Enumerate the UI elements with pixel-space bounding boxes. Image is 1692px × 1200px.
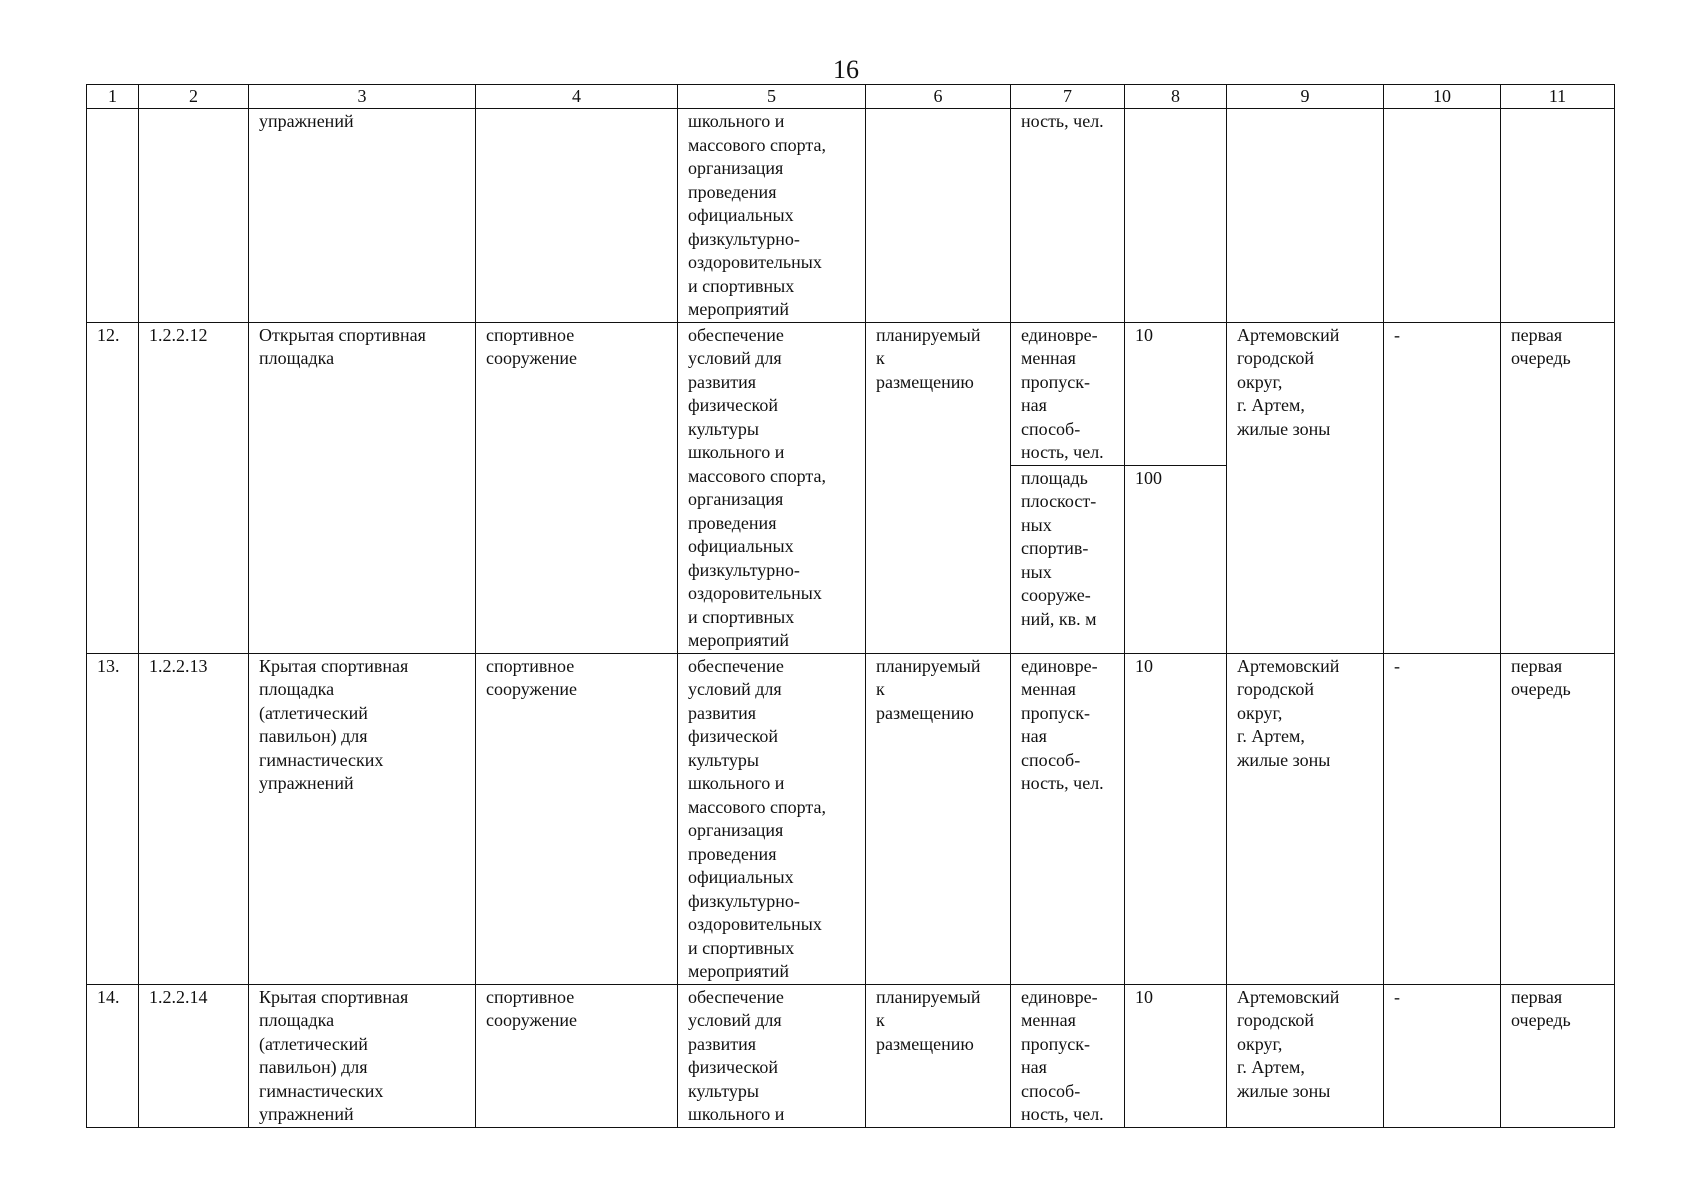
table-row [87,653,1615,984]
column-number: 1 [87,85,139,109]
column-number-row [87,85,1615,109]
cell-status: планируемый к размещению [866,984,1011,1127]
cell-number: 14. [87,984,139,1127]
cell-col10: - [1384,984,1501,1127]
table-row [87,984,1615,1127]
cell-number: 13. [87,653,139,984]
cell-col10: - [1384,653,1501,984]
column-number: 5 [678,85,866,109]
cell-code [139,109,249,323]
column-number: 6 [866,85,1011,109]
cell-col10: - [1384,322,1501,653]
cell-number: 12. [87,322,139,653]
cell-parameter: единовре- менная пропуск- ная способ- ность, чел. [1011,322,1125,465]
page-number: 16 [833,55,859,84]
cell-code: 1.2.2.13 [139,653,249,984]
cell-value: 10 [1125,322,1227,465]
cell-stage: первая очередь [1501,984,1615,1127]
cell-value: 100 [1125,465,1227,653]
cell-number [87,109,139,323]
column-number: 9 [1227,85,1384,109]
column-number: 4 [476,85,678,109]
cell-name: упражнений [249,109,476,323]
cell-purpose: школьного и массового спорта, организация проведения официальных физкультурно- оздоровительных и спортивных мероприятий [678,109,866,323]
cell-location: Артемовский городской округ, г. Артем, жилые зоны [1227,653,1384,984]
cell-parameter: площадь плоскост- ных спортив- ных сооруже- ний, кв. м [1011,465,1125,653]
cell-parameter: единовре- менная пропуск- ная способ- ность, чел. [1011,653,1125,984]
column-number: 10 [1384,85,1501,109]
cell-purpose: обеспечение условий для развития физической культуры школьного и массового спорта, организация проведения официальных физкультурно- оздоровительных и спортивных мероприятий [678,322,866,653]
cell-purpose: обеспечение условий для развития физической культуры школьного и массового спорта, организация проведения официальных физкультурно- оздоровительных и спортивных мероприятий [678,653,866,984]
cell-status: планируемый к размещению [866,322,1011,653]
table-row [87,322,1615,465]
cell-value [1125,109,1227,323]
cell-stage: первая очередь [1501,653,1615,984]
cell-location: Артемовский городской округ, г. Артем, жилые зоны [1227,322,1384,653]
cell-code: 1.2.2.14 [139,984,249,1127]
cell-name: Крытая спортивная площадка (атлетический павильон) для гимнастических упражнений [249,653,476,984]
cell-name: Крытая спортивная площадка (атлетический павильон) для гимнастических упражнений [249,984,476,1127]
cell-purpose: обеспечение условий для развития физической культуры школьного и [678,984,866,1127]
cell-kind: спортивное сооружение [476,984,678,1127]
column-number: 8 [1125,85,1227,109]
cell-name: Открытая спортивная площадка [249,322,476,653]
column-number: 2 [139,85,249,109]
cell-kind: спортивное сооружение [476,653,678,984]
cell-status: планируемый к размещению [866,653,1011,984]
column-number: 7 [1011,85,1125,109]
cell-parameter: ность, чел. [1011,109,1125,323]
continuation-row [87,109,1615,323]
cell-stage [1501,109,1615,323]
cell-location [1227,109,1384,323]
cell-code: 1.2.2.12 [139,322,249,653]
cell-stage: первая очередь [1501,322,1615,653]
cell-location: Артемовский городской округ, г. Артем, жилые зоны [1227,984,1384,1127]
cell-parameter: единовре- менная пропуск- ная способ- ность, чел. [1011,984,1125,1127]
column-number: 11 [1501,85,1615,109]
column-number: 3 [249,85,476,109]
cell-col10 [1384,109,1501,323]
cell-kind: спортивное сооружение [476,322,678,653]
objects-table [86,84,1615,1128]
cell-value: 10 [1125,984,1227,1127]
cell-status [866,109,1011,323]
cell-value: 10 [1125,653,1227,984]
cell-kind [476,109,678,323]
